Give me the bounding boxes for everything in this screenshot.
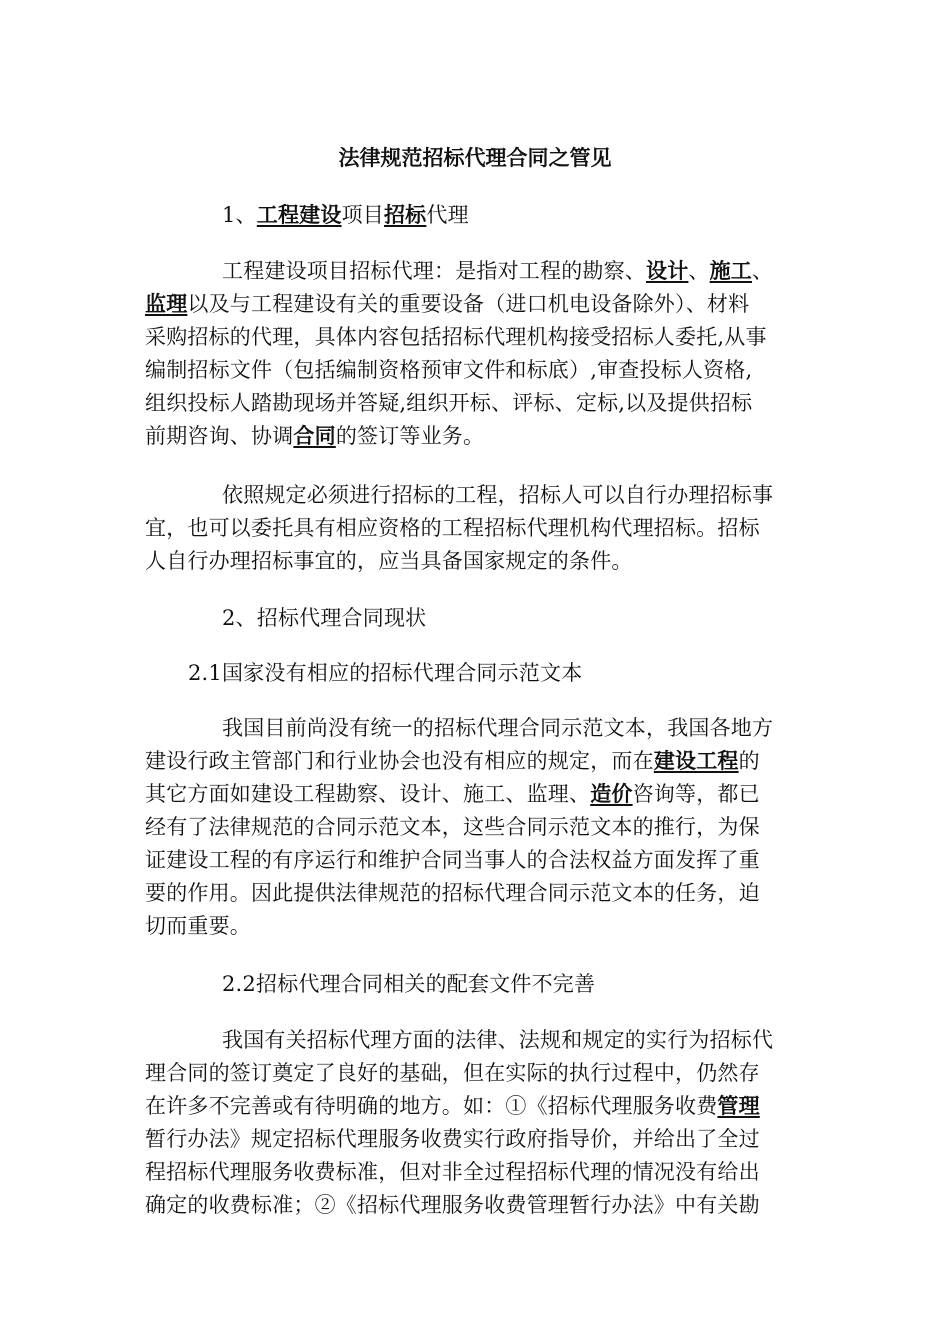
text-span: 以及与工程建设有关的重要设备（进口机电设备除外）、材料 (187, 292, 750, 316)
text-span: 工程建设项目招标代理：是指对工程的勘察、 (222, 259, 646, 283)
paragraph-3-line-2 (145, 746, 760, 776)
text-span: 的签订等业务。 (335, 424, 485, 448)
paragraph-2-line-1: 依照规定必须进行招标的工程，招标人可以自行办理招标事 (222, 483, 774, 507)
paragraph-4-line-5: 程招标代理服务收费标准，但对非全过程招标代理的情况没有给出 (145, 1160, 760, 1184)
paragraph-2-line-2: 宜，也可以委托具有相应资格的工程招标代理机构代理招标。招标 (145, 516, 760, 540)
paragraph-1-line-3: 采购招标的代理，具体内容包括招标代理机构接受招标人委托,从事 (145, 325, 767, 349)
document-title: 法律规范招标代理合同之管见 (338, 145, 612, 170)
paragraph-3-line-6: 要的作用。因此提供法律规范的招标代理合同示范文本的任务，迫 (145, 881, 760, 905)
paragraph-4-line-1: 我国有关招标代理方面的法律、法规和规定的实行为招标代 (222, 1028, 774, 1052)
heading-1-text: 项目 (341, 203, 384, 227)
paragraph-4-line-6: 确定的收费标准；②《招标代理服务收费管理暂行办法》中有关勘 (145, 1193, 760, 1217)
paragraph-3-line-7: 切而重要。 (145, 914, 251, 938)
paragraph-4-line-4: 暂行办法》规定招标代理服务收费实行政府指导价，并给出了全过 (145, 1127, 760, 1151)
keyword-link-guanli[interactable]: 管理 (717, 1093, 760, 1118)
paragraph-3-line-3 (145, 779, 760, 809)
text-span: 其它方面如建设工程勘察、设计、施工、监理、 (145, 782, 591, 806)
text-span: 在许多不完善或有待明确的地方。如：①《招标代理服务收费 (145, 1094, 718, 1118)
paragraph-1-line-1 (222, 256, 773, 286)
heading-1-text-end: 代理 (426, 203, 469, 227)
keyword-link-shigong[interactable]: 施工 (709, 258, 753, 283)
text-span: 的 (738, 749, 760, 773)
keyword-link-zaojia[interactable]: 造价 (590, 781, 633, 806)
paragraph-3-line-1: 我国目前尚没有统一的招标代理合同示范文本，我国各地方 (222, 716, 774, 740)
keyword-link-jianshegongcheng[interactable]: 建设工程 (653, 748, 739, 773)
text-span: 建设行政主管部门和行业协会也没有相应的规定，而在 (145, 749, 654, 773)
paragraph-1-line-6 (145, 421, 484, 451)
text-span: 前期咨询、协调 (145, 424, 294, 448)
heading-1-number: 1、 (222, 203, 257, 227)
keyword-link-gongchengjianshe[interactable]: 工程建设 (256, 202, 342, 227)
keyword-link-jianli[interactable]: 监理 (145, 291, 188, 316)
paragraph-3-line-4: 经有了法律规范的合同示范文本，这些合同示范文本的推行，为保 (145, 815, 760, 839)
paragraph-1-line-5: 组织投标人踏勘现场并答疑,组织开标、评标、定标,以及提供招标 (145, 391, 753, 415)
paragraph-4-line-3 (145, 1091, 760, 1121)
text-span: 、 (752, 259, 774, 283)
paragraph-1-line-2 (145, 289, 749, 319)
text-span: 、 (688, 259, 710, 283)
keyword-link-sheji[interactable]: 设计 (646, 258, 689, 283)
heading-2: 2、招标代理合同现状 (222, 606, 427, 630)
keyword-link-hetong[interactable]: 合同 (293, 423, 336, 448)
heading-1 (222, 200, 469, 230)
heading-2-2: 2.2招标代理合同相关的配套文件不完善 (222, 972, 596, 996)
heading-2-1: 2.1国家没有相应的招标代理合同示范文本 (188, 661, 583, 685)
paragraph-2-line-3: 人自行办理招标事宜的，应当具备国家规定的条件。 (145, 549, 633, 573)
text-span: 咨询等，都已 (632, 782, 760, 806)
keyword-link-zhaobiao[interactable]: 招标 (383, 202, 427, 227)
paragraph-1-line-4: 编制招标文件（包括编制资格预审文件和标底）,审查投标人资格, (145, 358, 753, 382)
paragraph-3-line-5: 证建设工程的有序运行和维护合同当事人的合法权益方面发挥了重 (145, 848, 760, 872)
paragraph-4-line-2: 理合同的签订奠定了良好的基础，但在实际的执行过程中，仍然存 (145, 1061, 760, 1085)
